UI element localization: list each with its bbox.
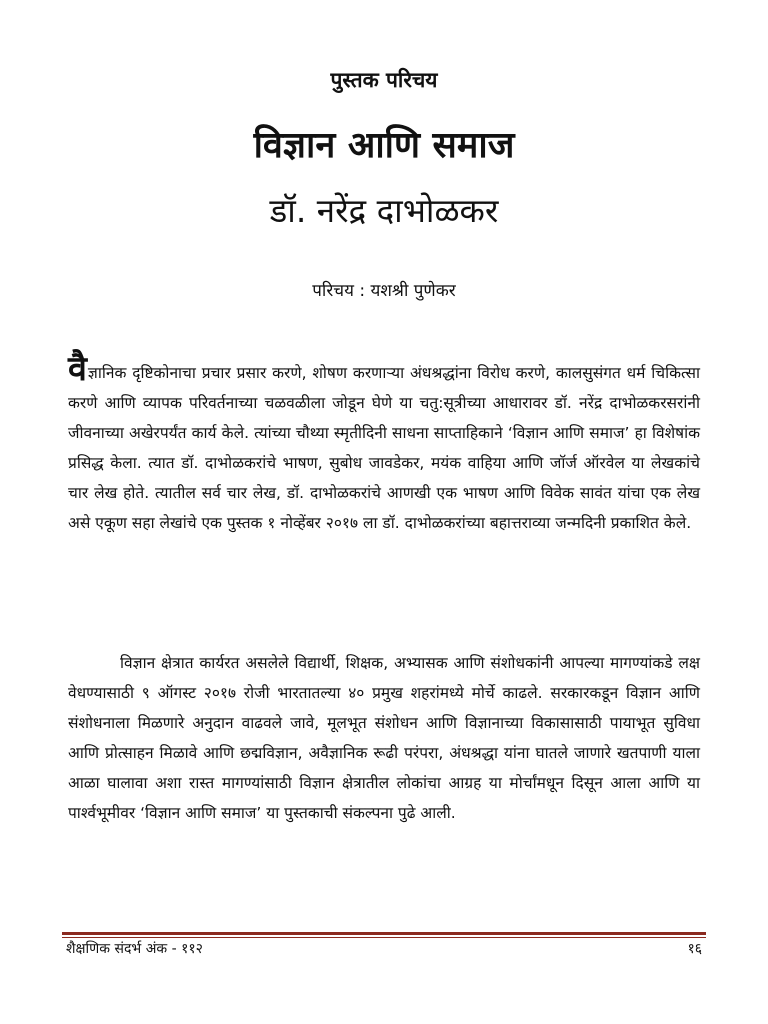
author-name: डॉ. नरेंद्र दाभोळकर bbox=[269, 191, 499, 230]
page-title: विज्ञान आणि समाज bbox=[253, 125, 515, 166]
page-number: १६ bbox=[687, 941, 702, 957]
footer-rule-thin bbox=[62, 937, 706, 938]
footer-rule-thick bbox=[62, 932, 706, 935]
paragraph-1 bbox=[68, 349, 700, 538]
introducer-line: परिचय : यशश्री पुणेकर bbox=[312, 281, 456, 301]
footer-publication: शैक्षणिक संदर्भ अंक - ११२ bbox=[66, 941, 203, 957]
section-kicker: पुस्तक परिचय bbox=[330, 68, 438, 92]
paragraph-1-text: ज्ञानिक दृष्टिकोनाचा प्रचार प्रसार करणे, शोषण करणाऱ्या अंधश्रद्धांना विरोध करणे, कालसुसंगत धर्म चिकित्सा करणे आणि व्यापक परिवर्तनाच्या चळवळीला जोडून घेणे या चतु:सूत्रीच्या आधारावर डॉ. नरेंद्र दाभोळकरसरांनी जीवनाच्या अखेरपर्यंत कार्य केले. त्यांच्या चौथ्या स्मृतीदिनी साधना साप्ताहिकाने ‘विज्ञान आणि समाज’ हा विशेषांक प्रसिद्ध केला. त्यात डॉ. दाभोळकरांचे भाषण, सुबोध जावडेकर, मयंक वाहिया आणि जॉर्ज ऑरवेल या लेखकांचे चार लेख होते. त्यातील सर्व चार लेख, डॉ. दाभोळकरांचे आणखी एक भाषण आणि विवेक सावंत यांचा एक लेख असे एकूण सहा लेखांचे एक पुस्तक १ नोव्हेंबर २०१७ ला डॉ. दाभोळकरांच्या बहात्तराव्या जन्मदिनी प्रकाशित केले. bbox=[68, 364, 700, 532]
paragraph-2: विज्ञान क्षेत्रात कार्यरत असलेले विद्यार्थी, शिक्षक, अभ्यासक आणि संशोधकांनी आपल्या मागण्यांकडे लक्ष वेधण्यासाठी ९ ऑगस्ट २०१७ रोजी भारतातल्या ४० प्रमुख शहरांमध्ये मोर्चे काढले. सरकारकडून विज्ञान आणि संशोधनाला मिळणारे अनुदान वाढवले जावे, मूलभूत संशोधन आणि विज्ञानाच्या विकासासाठी पायाभूत सुविधा आणि प्रोत्साहन मिळावे आणि छद्मविज्ञान, अवैज्ञानिक रूढी परंपरा, अंधश्रद्धा यांना घातले जाणारे खतपाणी याला आळा घालावा अशा रास्त मागण्यांसाठी विज्ञान क्षेत्रातील लोकांचा आग्रह या मोर्चांमधून दिसून आला आणि या पार्श्वभूमीवर ‘विज्ञान आणि समाज’ या पुस्तकाची संकल्पना पुढे आली. bbox=[68, 654, 700, 822]
drop-cap: वै bbox=[68, 349, 87, 389]
